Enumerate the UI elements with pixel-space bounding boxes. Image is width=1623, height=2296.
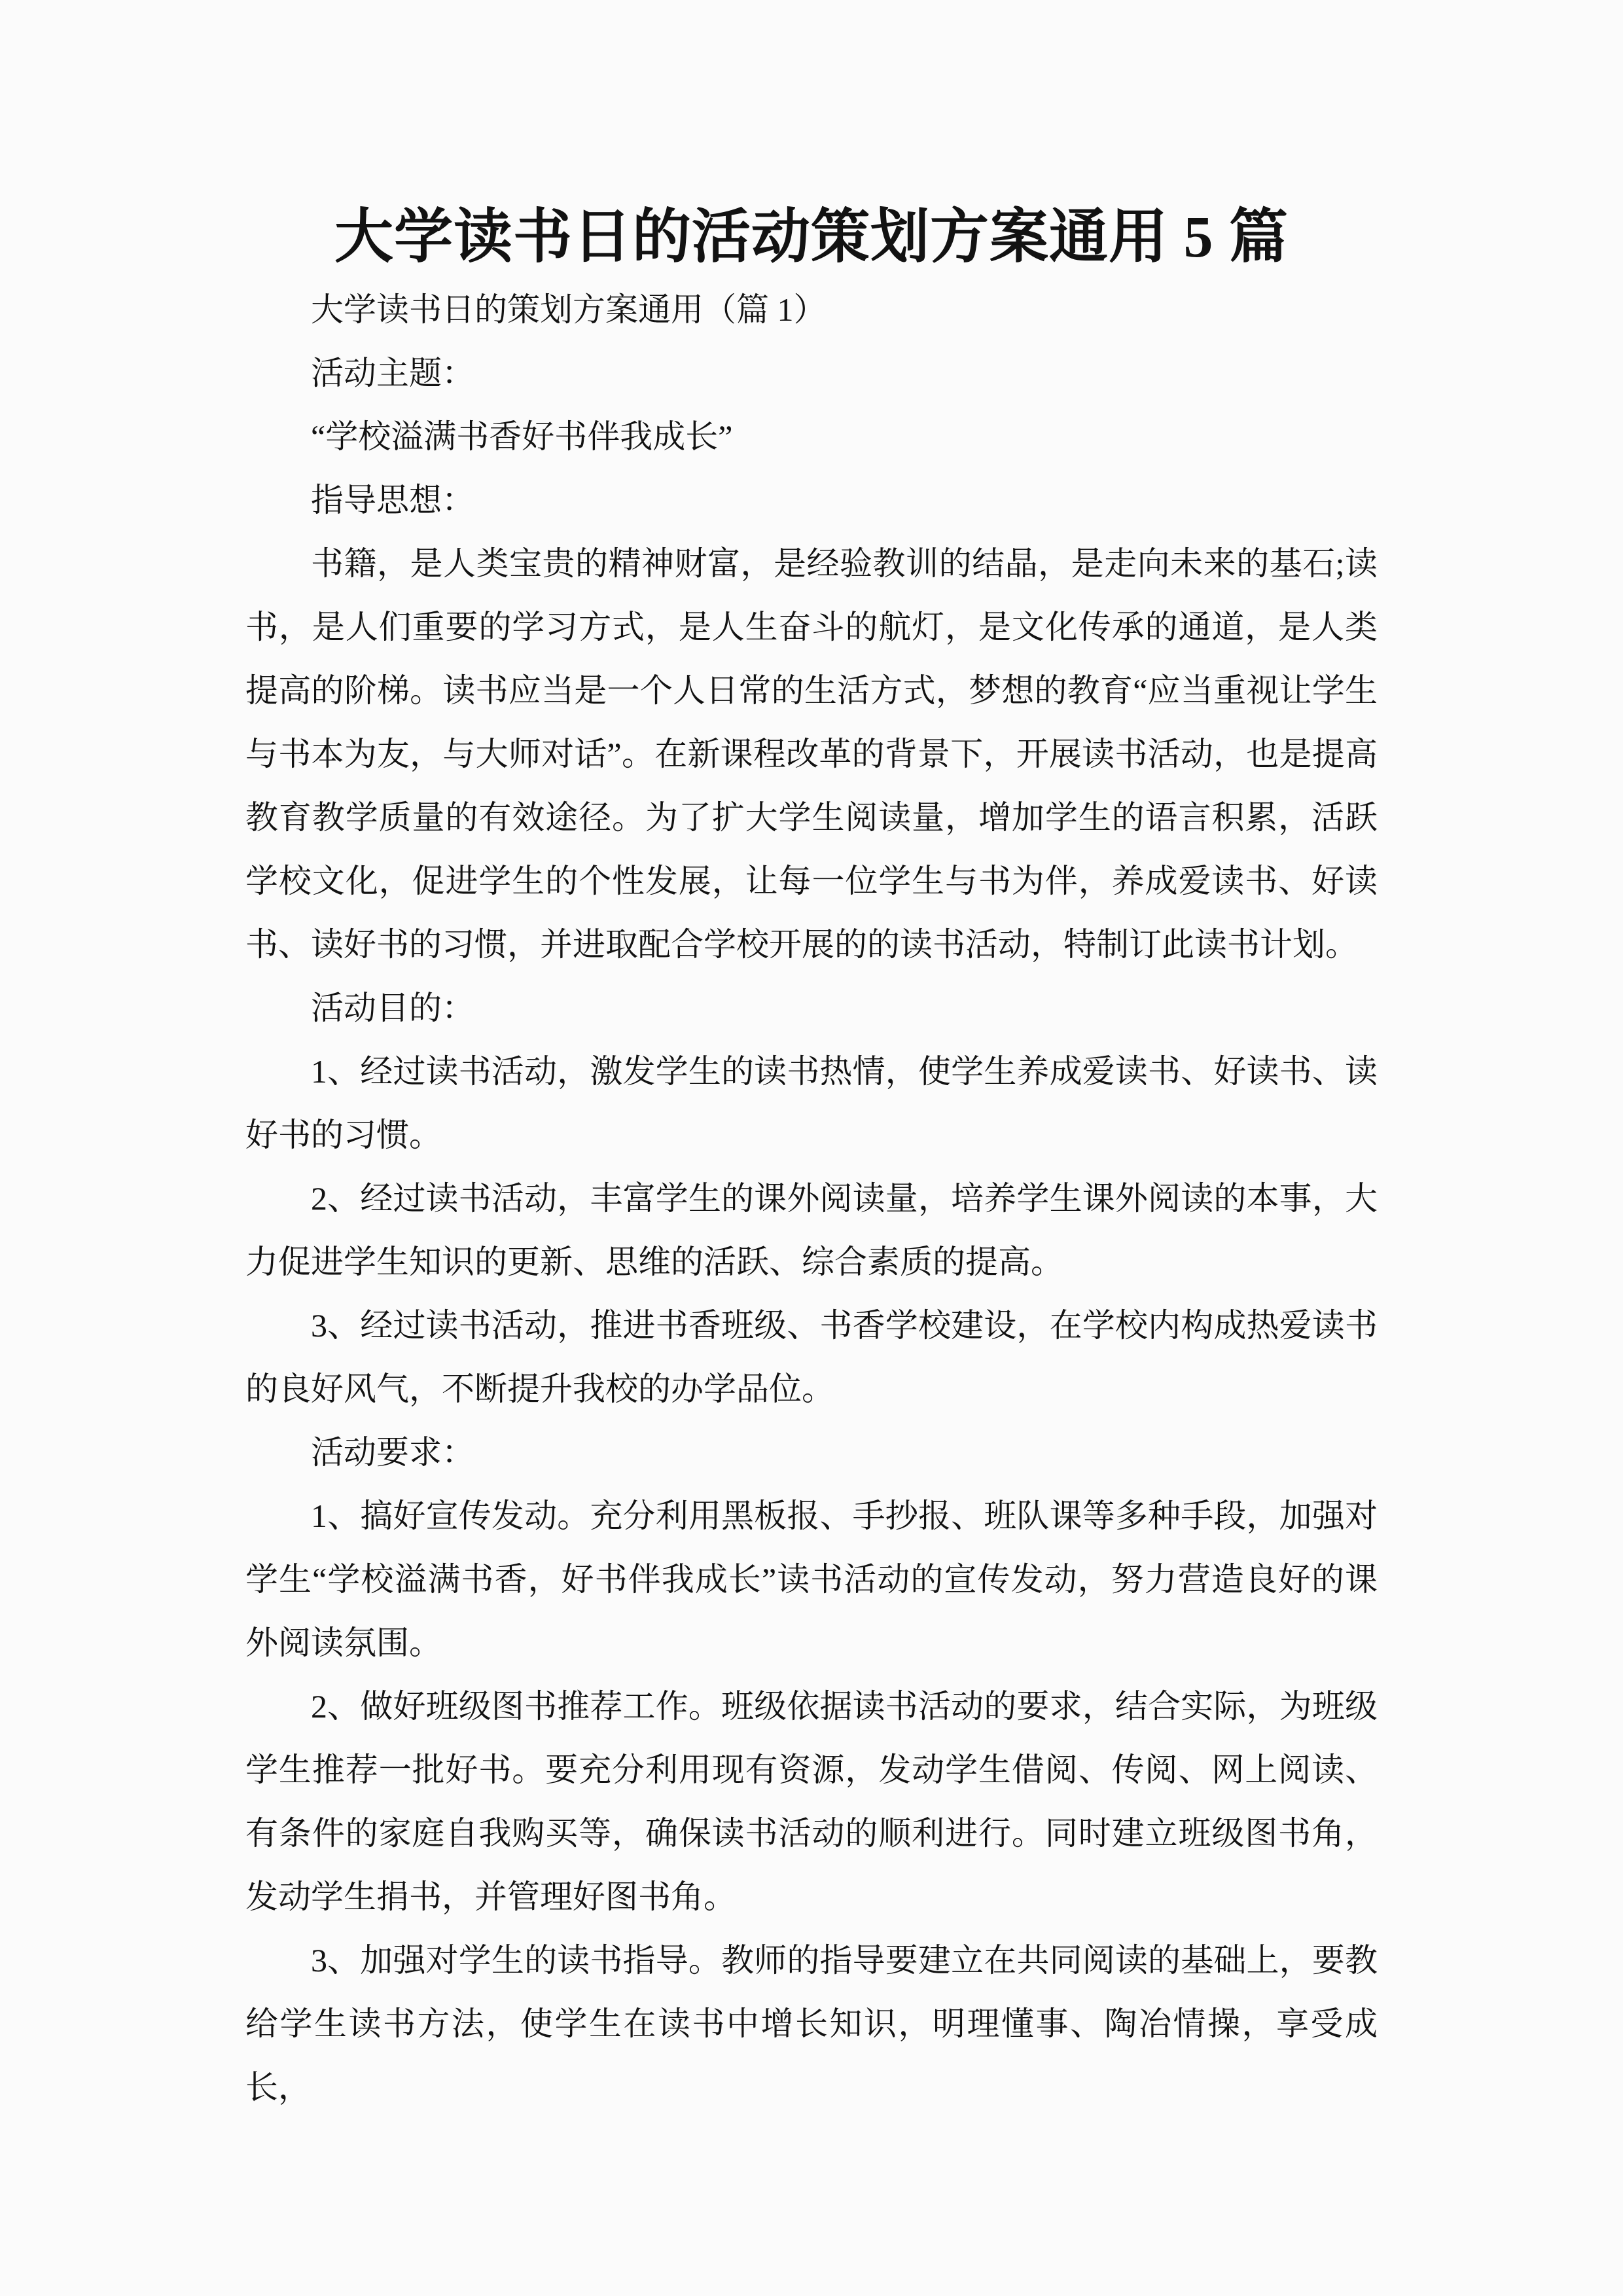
document-body bbox=[245, 278, 1378, 2119]
paragraph-purpose-3: 3、经过读书活动，推进书香班级、书香学校建设，在学校内构成热爱读书的良好风气，不断提升我校的办学品位。 bbox=[245, 1307, 1378, 1407]
document-title: 大学读书日的活动策划方案通用 5 篇 bbox=[334, 205, 1289, 270]
paragraph-require-2: 2、做好班级图书推荐工作。班级依据读书活动的要求，结合实际，为班级学生推荐一批好书。要充分利用现有资源，发动学生借阅、传阅、网上阅读、有条件的家庭自我购买等，确保读书活动的顺利进行。同时建立班级图书角，发动学生捐书，并管理好图书角。 bbox=[245, 1688, 1378, 1915]
paragraph-require-1: 1、搞好宣传发动。充分利用黑板报、手抄报、班队课等多种手段，加强对学生“学校溢满书香，好书伴我成长”读书活动的宣传发动，努力营造良好的课外阅读氛围。 bbox=[245, 1498, 1378, 1661]
paragraph-require-label: 活动要求： bbox=[311, 1434, 474, 1471]
paragraph-guiding-text: 书籍，是人类宝贵的精神财富，是经验教训的结晶，是走向未来的基石;读书，是人们重要的学习方式，是人生奋斗的航灯，是文化传承的通道，是人类提高的阶梯。读书应当是一个人日常的生活方式，梦想的教育“应当重视让学生与书本为友，与大师对话”。在新课程改革的背景下，开展读书活动，也是提高教育教学质量的有效途径。为了扩大学生阅读量，增加学生的语言积累，活跃学校文化，促进学生的个性发展，让每一位学生与书为伴，养成爱读书、好读书、读好书的习惯，并进取配合学校开展的的读书活动，特制订此读书计划。 bbox=[245, 545, 1378, 963]
paragraph-purpose-2: 2、经过读书活动，丰富学生的课外阅读量，培养学生课外阅读的本事，大力促进学生知识的更新、思维的活跃、综合素质的提高。 bbox=[245, 1180, 1378, 1280]
paragraph-guiding-label: 指导思想： bbox=[311, 482, 474, 518]
paragraph-purpose-1: 1、经过读书活动，激发学生的读书热情，使学生养成爱读书、好读书、读好书的习惯。 bbox=[245, 1053, 1378, 1153]
paragraph-theme-quote: “学校溢满书香好书伴我成长” bbox=[311, 418, 733, 455]
paragraph-subtitle: 大学读书日的策划方案通用（篇 1） bbox=[311, 291, 827, 328]
paragraph-require-3: 3、加强对学生的读书指导。教师的指导要建立在共同阅读的基础上，要教给学生读书方法，使学生在读书中增长知识，明理懂事、陶冶情操，享受成长， bbox=[245, 1942, 1378, 2106]
paragraph-purpose-label: 活动目的： bbox=[311, 990, 474, 1026]
paragraph-theme-label: 活动主题： bbox=[311, 355, 474, 391]
